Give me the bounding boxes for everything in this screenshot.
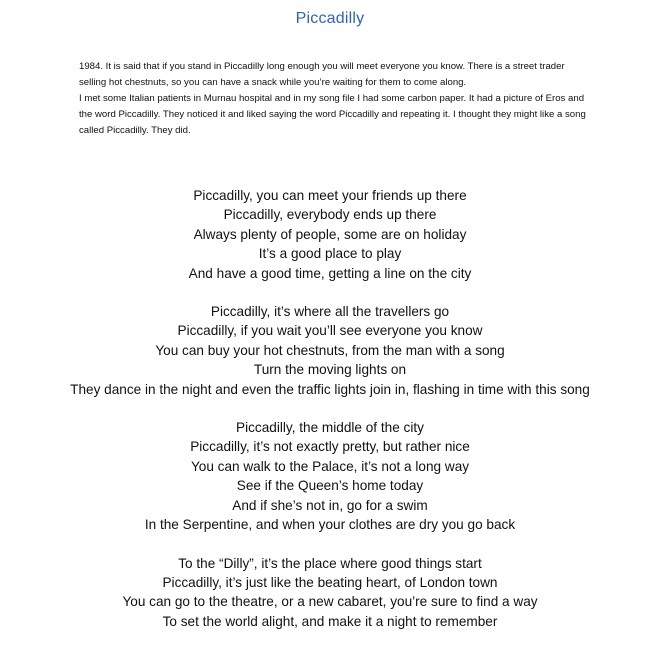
lyric-line: You can go to the theatre, or a new cabaret, you’re sure to find a way xyxy=(122,594,538,610)
stanza xyxy=(60,554,600,632)
lyric-line: And if she’s not in, go for a swim xyxy=(232,497,428,513)
lyric-line: Piccadilly, you can meet your friends up there xyxy=(193,188,467,203)
stanza xyxy=(60,186,600,283)
lyric-line: Piccadilly, it’s where all the travellers go xyxy=(210,304,450,320)
intro-paragraph: 1984. It is said that if you stand in Piccadilly long enough you will meet everyone you know. There is a street trader selling hot chestnuts, so you can have a snack while you’re waiting for them to come along. xyxy=(79,61,565,88)
intro-notes xyxy=(79,59,591,139)
lyric-line: They dance in the night and even the traffic lights join in, flashing in time with this song xyxy=(70,381,590,397)
lyric-line: Piccadilly, if you wait you’ll see everyone you know xyxy=(177,323,483,339)
lyric-line: To the “Dilly”, it’s the place where good things start xyxy=(178,555,482,571)
lyric-line: Always plenty of people, some are on holiday xyxy=(193,226,467,242)
intro-paragraph: I met some Italian patients in Murnau hospital and in my song file I had some carbon paper. It had a picture of Eros and the word Piccadilly. They noticed it and liked saying the word Piccadilly and repeating it. I thought they might like a song called Piccadilly. They did. xyxy=(79,93,586,136)
lyric-line: See if the Queen’s home today xyxy=(236,478,424,494)
stanza xyxy=(60,302,600,399)
lyric-line: To set the world alight, and make it a night to remember xyxy=(162,613,498,629)
lyric-line: Piccadilly, it’s not exactly pretty, but rather nice xyxy=(190,439,470,455)
lyric-line: You can walk to the Palace, it’s not a long way xyxy=(190,458,470,474)
song-lyrics xyxy=(60,186,600,650)
lyric-line: Piccadilly, everybody ends up there xyxy=(223,207,437,223)
lyric-line: Turn the moving lights on xyxy=(253,362,407,378)
lyric-line: You can buy your hot chestnuts, from the man with a song xyxy=(155,342,505,358)
document-title: Piccadilly xyxy=(295,10,365,27)
lyric-line: It’s a good place to play xyxy=(258,246,402,262)
lyric-line: And have a good time, getting a line on the city xyxy=(188,265,472,281)
lyric-line: In the Serpentine, and when your clothes are dry you go back xyxy=(144,517,516,533)
stanza xyxy=(60,418,600,534)
lyric-line: Piccadilly, it’s just like the beating heart, of London town xyxy=(162,574,498,590)
lyric-line: Piccadilly, the middle of the city xyxy=(236,420,424,436)
